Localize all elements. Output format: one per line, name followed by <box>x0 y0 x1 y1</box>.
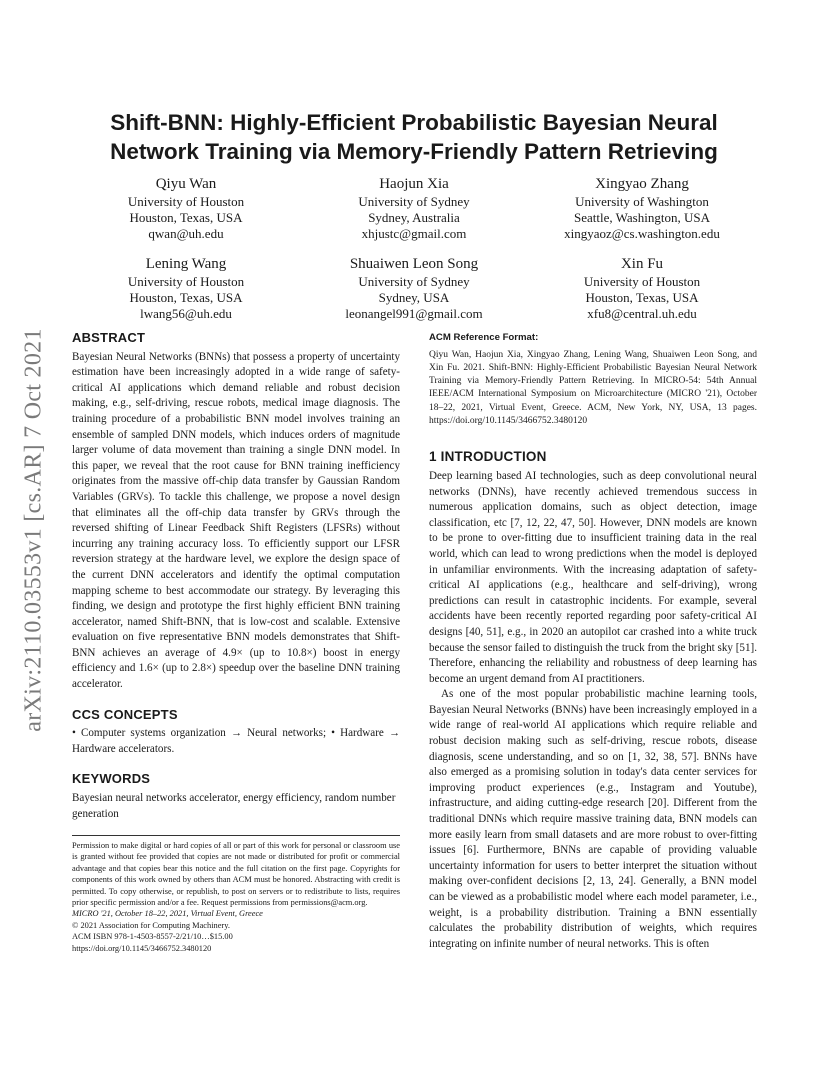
acm-reference-text: Qiyu Wan, Haojun Xia, Xingyao Zhang, Lening Wang, Shuaiwen Leon Song, and Xin Fu. 2021. Shift-BNN: Highly-Efficient Probabilistic Bayesian Neural Network Training via Memory-Friendly Pattern Retrieving. In MICRO-54: 54th Annual IEEE/ACM International Symposium on Microarchitecture (MICRO '21), October 18–22, 2021, Virtual Event, Greece. ACM, New York, NY, USA, 13 pages. https://doi.org/10.1145/3466752.3480120 <box>429 349 757 427</box>
author-email: qwan@uh.edu <box>148 226 224 241</box>
author-location: Houston, Texas, USA <box>585 290 699 305</box>
author-email: xfu8@central.uh.edu <box>587 306 697 321</box>
author-name: Qiyu Wan <box>155 176 217 192</box>
author-card <box>72 255 300 322</box>
right-column <box>429 330 757 952</box>
author-name: Xin Fu <box>620 256 664 272</box>
intro-paragraph-2: As one of the most popular probabilistic machine learning tools, Bayesian Neural Networks (BNNs) have been increasingly employed in a wide range of real-world AI applications which require reliable and robust decision making such as self-driving, rescue robots, disease diagnosis, scene understanding, and so on [1, 32, 38, 57]. BNNs have also emerged as a promising solution in today's data center services for improving product experiences (e.g., Instagram and Youtube), infrastructure, and aiding cutting-edge research [20]. Different from the traditional DNNs which require massive training data, BNN models can more easily learn from small datasets and are more robust to over-fitting issues [6]. Furthermore, BNNs are capable of providing valuable uncertainty information for users to better interpret the situation without making over-confident decisions [2, 13, 24]. Generally, a BNN model can be viewed as a probabilistic model where each model parameter, i.e., weight, is a probability distribution. Training a BNN essentially calculates the probability distribution of weights, which requires integrating on infinite number of neural networks. This is often <box>429 688 757 950</box>
author-card <box>300 175 528 242</box>
author-card <box>528 175 756 242</box>
left-column <box>72 330 400 822</box>
author-email: xhjustc@gmail.com <box>361 226 467 241</box>
author-location: Sydney, Australia <box>368 210 460 225</box>
doi-line: https://doi.org/10.1145/3466752.3480120 <box>72 943 212 953</box>
author-name: Xingyao Zhang <box>595 176 689 192</box>
author-location: Sydney, USA <box>378 290 450 305</box>
author-name: Lening Wang <box>145 256 227 272</box>
author-location: Houston, Texas, USA <box>129 210 243 225</box>
author-affiliation: University of Sydney <box>358 194 470 209</box>
isbn-line: ACM ISBN 978-1-4503-8557-2/21/10…$15.00 <box>72 932 233 942</box>
author-card <box>300 255 528 322</box>
keywords-heading: KEYWORDS <box>72 771 151 787</box>
abstract-heading: ABSTRACT <box>72 330 146 345</box>
author-email: leonangel991@gmail.com <box>345 306 483 321</box>
abstract-text: Bayesian Neural Networks (BNNs) that possess a property of uncertainty estimation have been increasingly adopted in a wide range of safety-critical AI applications which demand reliable and robust decision making, e.g., self-driving, rescue robots, medical image diagnosis. The training procedure of a probabilistic BNN model involves training an ensemble of sampled DNN models, which induces orders of magnitude larger volume of data movement than training a single DNN model. In this paper, we reveal that the root cause for BNN training inefficiency originates from the massive off-chip data transfer by Gaussian Random Variables (GRVs). To tackle this challenge, we propose a novel design that eliminates all the off-chip data transfer by GRVs through the reversed shifting of Linear Feedback Shift Registers (LFSRs) without incurring any training accuracy loss. To efficiently support our LFSR reversion strategy at the hardware level, we explore the design space of the current DNN accelerators and identify the optimal computation mapping scheme to best accommodate our strategy. By leveraging this finding, we design and prototype the first highly efficient BNN training accelerator, named Shift-BNN, that is low-cost and scalable. Extensive evaluation on five representative BNN models demonstrates that Shift-BNN achieves an average of 4.9× (up to 10.8×) boost in energy efficiency and 1.6× (up to 2.8×) speedup over the baseline DNN training accelerator. <box>72 350 400 691</box>
author-affiliation: University of Houston <box>127 194 245 209</box>
arxiv-identifier: arXiv:2110.03553v1 [cs.AR] 7 Oct 2021 <box>20 328 47 732</box>
ccs-text: • Computer systems organization → Neural networks; • Hardware → Hardware accelerators. <box>72 727 400 755</box>
author-email: lwang56@uh.edu <box>140 306 232 321</box>
title-line-1: Shift-BNN: Highly-Efficient Probabilistic Bayesian Neural <box>110 110 718 135</box>
author-affiliation: University of Washington <box>575 194 709 209</box>
author-name: Shuaiwen Leon Song <box>349 256 479 272</box>
author-card <box>72 175 300 242</box>
venue-line: MICRO '21, October 18–22, 2021, Virtual Event, Greece <box>72 909 263 919</box>
acm-reference-heading: ACM Reference Format: <box>429 332 539 343</box>
arxiv-sidebar <box>14 290 54 770</box>
author-location: Houston, Texas, USA <box>129 290 243 305</box>
author-affiliation: University of Houston <box>583 274 701 289</box>
paper-title <box>80 108 748 166</box>
copyright-line: © 2021 Association for Computing Machinery. <box>72 920 230 930</box>
intro-paragraph-1: Deep learning based AI technologies, such as deep convolutional neural networks (DNNs), have recently achieved tremendous success in numerous application domains, such as object detection, image classification, etc [7, 12, 22, 47, 50]. However, DNN models are known to be prone to over-fitting due to insufficient training data in the real world, which can lead to wrong predictions when the model is deployed in unfamiliar environments. With the increasing adaptation of safety-critical AI applications (e.g., healthcare and self-driving), wrong predictions can result in catastrophic incidents. For example, several accidents have been recently reported regarding poor safety-critical AI designs [40, 51], e.g., in 2020 an autopilot car crashed into a white truck because the sensor failed to distinguish the truck from the bright sky [51]. Therefore, enhancing the reliability and robustness of deep learning has become an urgent demand from AI practitioners. <box>429 469 757 685</box>
keywords-text: Bayesian neural networks accelerator, energy efficiency, random number generation <box>72 792 396 820</box>
ccs-heading: CCS CONCEPTS <box>72 706 178 722</box>
permission-notice <box>72 835 400 954</box>
author-location: Seattle, Washington, USA <box>574 210 710 225</box>
author-card <box>528 255 756 322</box>
author-email: xingyaoz@cs.washington.edu <box>564 226 720 241</box>
title-line-2: Network Training via Memory-Friendly Pattern Retrieving <box>110 139 718 164</box>
introduction-heading: 1 INTRODUCTION <box>429 449 547 465</box>
author-name: Haojun Xia <box>379 176 449 192</box>
author-affiliation: University of Sydney <box>358 274 470 289</box>
author-affiliation: University of Houston <box>127 274 245 289</box>
permission-text: Permission to make digital or hard copies of all or part of this work for personal or classroom use is granted without fee provided that copies are not made or distributed for profit or commercial advantage and that copies bear this notice and the full citation on the first page. Copyrights for components of this work owned by others than ACM must be honored. Abstracting with credit is permitted. To copy otherwise, or republish, to post on servers or to redistribute to lists, requires prior specific permission and/or a fee. Request permissions from permissions@acm.org. <box>72 841 400 908</box>
